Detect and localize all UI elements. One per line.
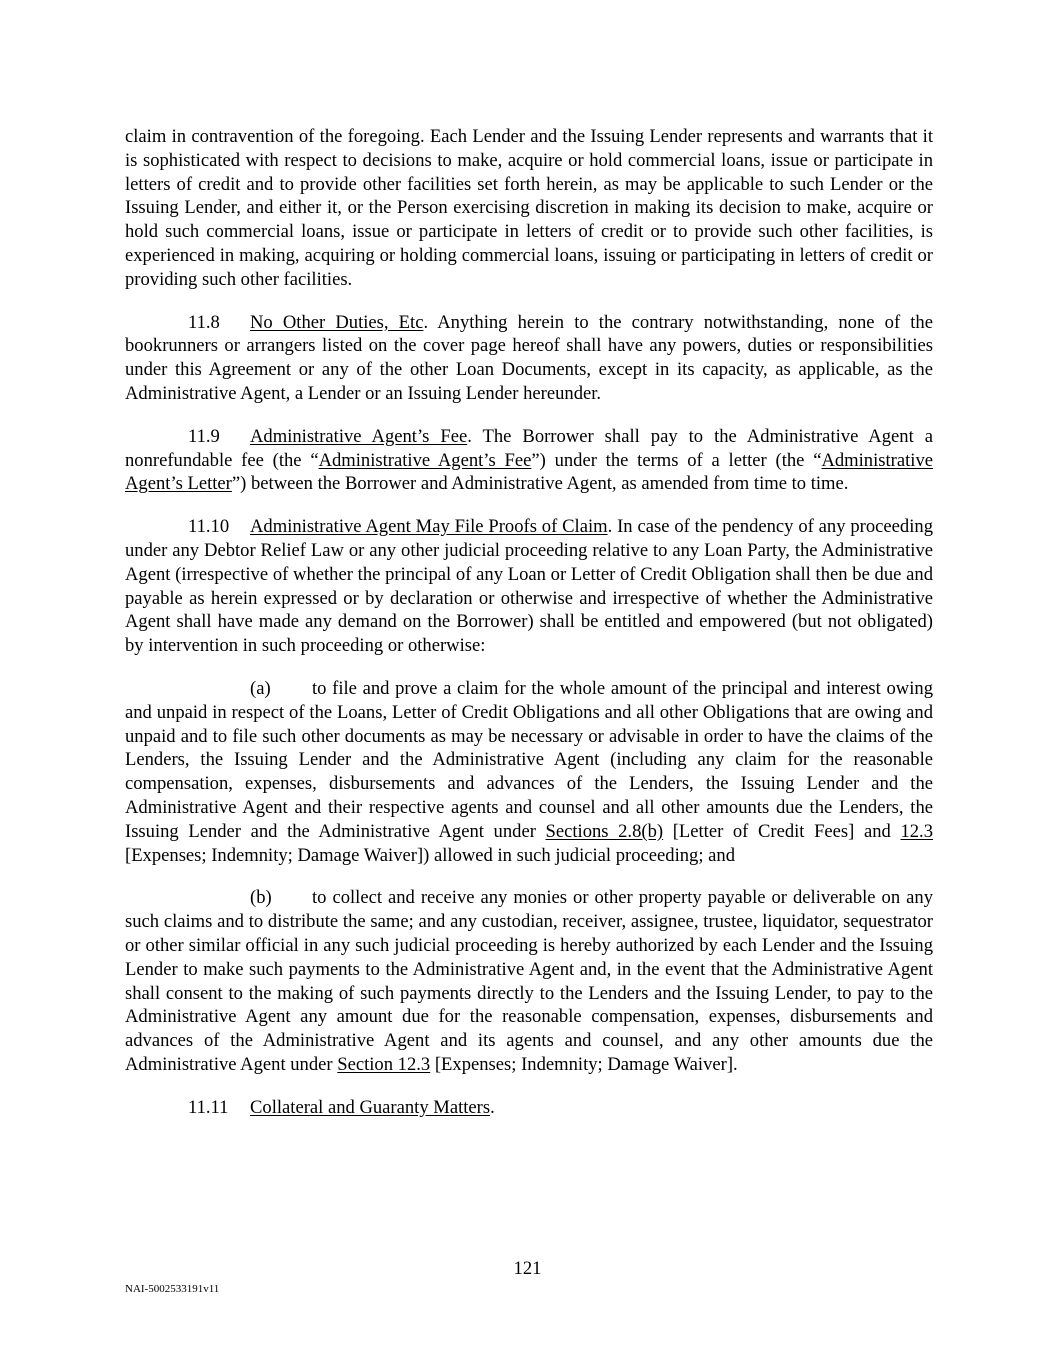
section-11-11: [125, 1096, 933, 1120]
section-number: 11.8: [188, 311, 220, 333]
section-text: .: [490, 1096, 495, 1118]
section-heading: No Other Duties, Etc: [250, 311, 424, 333]
section-number: 11.9: [188, 425, 220, 447]
section-11-10: [125, 515, 933, 658]
paragraph-continuation: claim in contravention of the foregoing. Each Lender and the Issuing Lender represents and warrants that it is sophisticated with respect to decisions to make, acquire or hold commercial loans, issue or participate in letters of credit and to provide other facilities set forth herein, as may be applicable to such Lender or the Issuing Lender, and either it, or the Person exercising discretion in making its decision to make, acquire or hold such commercial loans, issue or participate in letters of credit or to provide such other facilities, is experienced in making, acquiring or holding commercial loans, issuing or participating in letters of credit or providing such other facilities.: [125, 126, 933, 290]
section-text: ”) under the terms of a letter (the “: [531, 449, 822, 471]
clause-text: to file and prove a claim for the whole amount of the principal and interest owing and unpaid in respect of the Loans, Letter of Credit Obligations and all other Obligations that are owing and unpaid and to file such other documents as may be necessary or advisable in order to have the claims of the Lenders, the Issuing Lender and the Administrative Agent (including any claim for the reasonable compensation, expenses, disbursements and advances of the Lenders, the Issuing Lender and the Administrative Agent and their respective agents and counsel and all other amounts due the Lenders, the Issuing Lender and the Administrative Agent under: [125, 677, 933, 842]
clause-label: (b): [250, 887, 272, 909]
clause-a: [125, 677, 933, 867]
clause-b: [125, 886, 933, 1076]
clause-label: (a): [250, 677, 271, 699]
clause-text: to collect and receive any monies or other property payable or deliverable on any such claims and to distribute the same; and any custodian, receiver, assignee, trustee, liquidator, sequestrator or other similar official in any such judicial proceeding is hereby authorized by each Lender and the Issuing Lender to make such payments to the Administrative Agent and, in the event that the Administrative Agent shall consent to the making of such payments directly to the Lenders and the Issuing Lender, to pay to the Administrative Agent any amount due for the reasonable compensation, expenses, disbursements and advances of the Administrative Agent and its agents and counsel, and any other amounts due the Administrative Agent under: [125, 887, 933, 1075]
cross-reference: 12.3: [900, 820, 933, 842]
clause-text: [Letter of Credit Fees] and: [663, 820, 901, 842]
document-id: NAI-5002533191v11: [125, 1283, 220, 1295]
section-heading: Administrative Agent’s Fee: [250, 425, 468, 447]
page-body: [125, 125, 933, 1138]
section-text: . In case of the pendency of any proceeding under any Debtor Relief Law or any other judicial proceeding relative to any Loan Party, the Administrative Agent (irrespective of whether the principal of any Loan or Letter of Credit Obligation shall then be due and payable as herein expressed or by declaration or otherwise and irrespective of whether the Administrative Agent shall have made any demand on the Borrower) shall be entitled and empowered (but not obligated) by intervention in such proceeding or otherwise:: [125, 516, 933, 657]
section-text: ”) between the Borrower and Administrative Agent, as amended from time to time.: [231, 473, 849, 495]
section-heading: Administrative Agent May File Proofs of Claim: [250, 516, 608, 538]
defined-term: Administrative Agent’s Fee: [318, 449, 532, 471]
section-text: . Anything herein to the contrary notwithstanding, none of the bookrunners or arrangers listed on the cover page hereof shall have any powers, duties or responsibilities under this Agreement or any of the other Loan Documents, except in its capacity, as applicable, as the Administrative Agent, a Lender or an Issuing Lender hereunder.: [125, 311, 933, 404]
cross-reference: Sections 2.8(b): [545, 820, 664, 842]
page-number: 121: [513, 1258, 542, 1279]
section-11-8: [125, 311, 933, 406]
section-11-9: [125, 425, 933, 496]
clause-text: [Expenses; Indemnity; Damage Waiver].: [430, 1053, 738, 1075]
section-heading: Collateral and Guaranty Matters: [250, 1096, 491, 1118]
defined-term: Administrative Agent’s Letter: [125, 449, 933, 495]
clause-text: [Expenses; Indemnity; Damage Waiver]) allowed in such judicial proceeding; and: [125, 844, 736, 866]
cross-reference: Section 12.3: [337, 1053, 431, 1075]
section-number: 11.11: [188, 1096, 229, 1118]
section-number: 11.10: [188, 516, 230, 538]
section-text: . The Borrower shall pay to the Administrative Agent a nonrefundable fee (the “: [125, 425, 933, 471]
